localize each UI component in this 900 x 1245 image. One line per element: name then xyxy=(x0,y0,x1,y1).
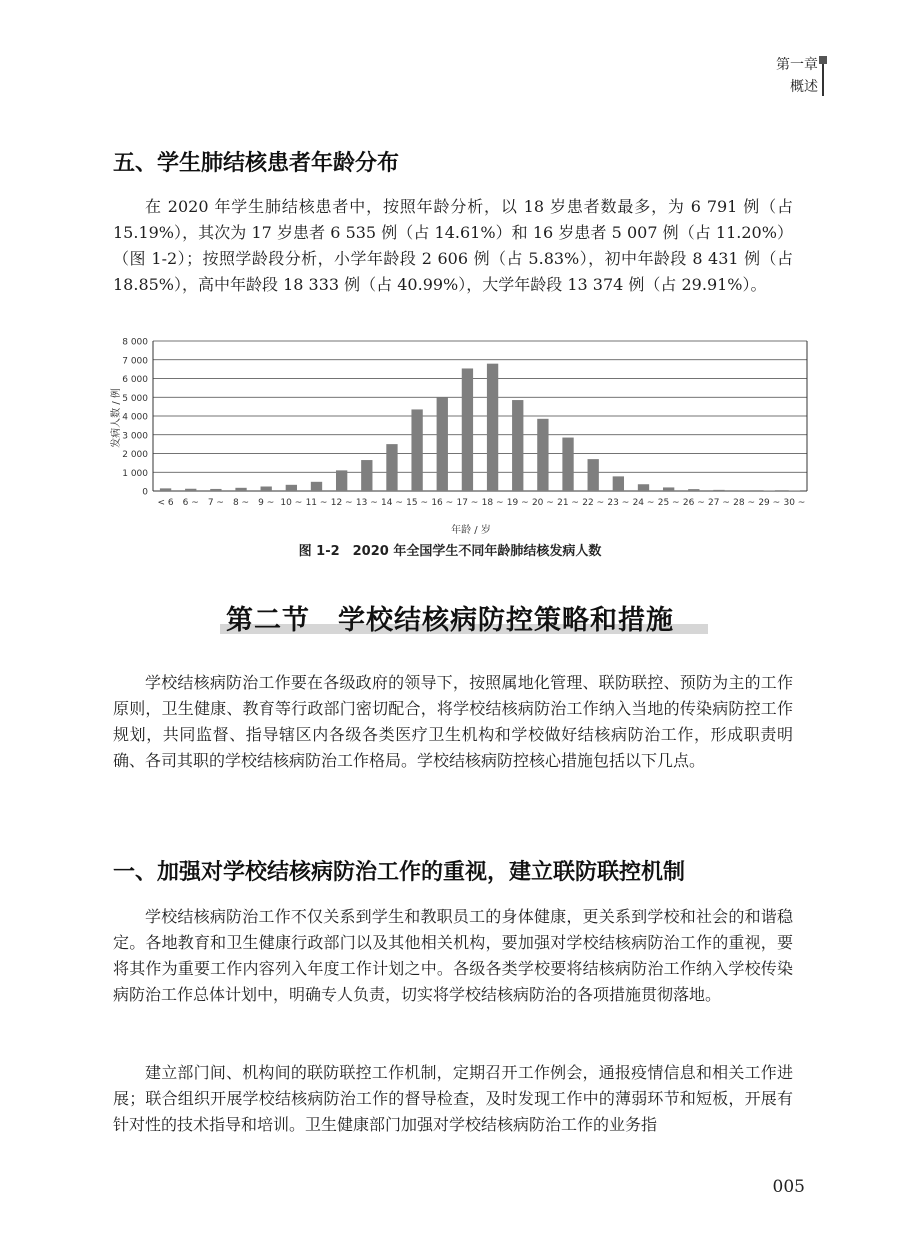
section-title: 第二节 学校结核病防控策略和措施 xyxy=(226,605,674,636)
x-tick-label: 10 ~ xyxy=(280,498,303,508)
bar-chart-svg xyxy=(105,328,810,540)
x-tick-label: 6 ~ xyxy=(182,498,199,508)
x-tick-label: 14 ~ xyxy=(381,498,403,508)
bar-11 xyxy=(437,397,448,491)
x-tick-label: 24 ~ xyxy=(632,498,655,508)
bar-22 xyxy=(713,490,724,491)
chart-x-axis-label: 年龄 / 岁 xyxy=(451,525,491,536)
y-tick-label: 6 000 xyxy=(122,375,148,385)
bar-12 xyxy=(462,368,473,491)
running-head xyxy=(776,54,818,98)
bar-6 xyxy=(311,482,322,491)
paragraph-subsection-1: 学校结核病防治工作不仅关系到学生和教职员工的身体健康，更关系到学校和社会的和谐稳定。各地教育和卫生健康行政部门以及其他相关机构，要加强对学校结核病防治工作的重视，要将其作为重要工作内容列入年度工作计划之中。各级各类学校要将结核病防治工作纳入学校传染病防治工作总体计划中，明确专人负责，切实将学校结核病防治的各项措施贯彻落地。 xyxy=(113,907,793,1004)
y-tick-label: 4 000 xyxy=(122,412,148,423)
x-tick-label: 11 ~ xyxy=(305,498,328,508)
bar-16 xyxy=(562,438,573,491)
x-tick-label: < 6 xyxy=(157,498,174,508)
x-tick-label: 16 ~ xyxy=(431,498,454,508)
paragraph-age-distribution: 在 2020 年学生肺结核患者中，按照年龄分析，以 18 岁患者数最多，为 6 791 例（占 15.19%），其次为 17 岁患者 6 535 例（占 14.61%）和 16 岁患者 5 007 例（占 11.20%）（图 1-2）；按照学龄段分析，小学年龄段 2 606 例（占 5.83%），初中年龄段 8 431 例（占 18.85%），高中年龄段 18 333 例（占 40.99%），大学年龄段 13 374 例（占 29.91%）。 xyxy=(113,197,793,294)
x-tick-label: 30 ~ xyxy=(783,498,806,508)
bar-23 xyxy=(738,490,749,491)
x-tick-label: 27 ~ xyxy=(708,498,730,508)
x-tick-label: 29 ~ xyxy=(758,498,781,508)
running-head-title: 概述 xyxy=(790,79,818,95)
x-tick-label: 22 ~ xyxy=(582,498,605,508)
bar-5 xyxy=(286,485,297,491)
bar-0 xyxy=(160,488,171,491)
page-number: 005 xyxy=(772,1177,805,1197)
x-tick-label: 25 ~ xyxy=(657,498,680,508)
bar-15 xyxy=(537,419,548,491)
bar-8 xyxy=(361,460,372,491)
bar-19 xyxy=(638,484,649,491)
bar-17 xyxy=(588,459,599,491)
x-tick-label: 7 ~ xyxy=(207,498,224,508)
paragraph-subsection-2: 建立部门间、机构间的联防联控工作机制，定期召开工作例会，通报疫情信息和相关工作进展；联合组织开展学校结核病防治工作的督导检查，及时发现工作中的薄弱环节和短板，开展有针对性的技术指导和培训。卫生健康部门加强对学校结核病防治工作的业务指 xyxy=(113,1063,793,1134)
bar-2 xyxy=(210,489,221,491)
x-tick-label: 19 ~ xyxy=(506,498,529,508)
figure-caption: 图 1-2 2020 年全国学生不同年龄肺结核发病人数 xyxy=(298,544,602,559)
y-tick-label: 0 xyxy=(142,487,148,498)
x-tick-label: 20 ~ xyxy=(531,498,554,508)
x-tick-label: 8 ~ xyxy=(232,498,250,508)
running-head-chapter: 第一章 xyxy=(776,57,818,73)
x-tick-label: 17 ~ xyxy=(456,498,479,508)
x-tick-label: 21 ~ xyxy=(557,498,579,508)
x-tick-label: 13 ~ xyxy=(355,498,378,508)
bar-7 xyxy=(336,470,347,491)
y-tick-label: 1 000 xyxy=(122,468,148,479)
y-tick-label: 2 000 xyxy=(122,450,148,460)
bar-10 xyxy=(411,409,422,491)
bar-24 xyxy=(764,490,775,491)
bar-1 xyxy=(185,489,196,491)
paragraph-section-intro: 学校结核病防治工作要在各级政府的领导下，按照属地化管理、联防联控、预防为主的工作原则，卫生健康、教育等行政部门密切配合，将学校结核病防治工作纳入当地的传染病防控工作规划，共同监督、指导辖区内各级各类医疗卫生机构和学校做好结核病防治工作，形成职责明确、各司其职的学校结核病防治工作格局。学校结核病防控核心措施包括以下几点。 xyxy=(113,673,793,770)
y-tick-label: 3 000 xyxy=(122,431,148,442)
x-tick-label: 18 ~ xyxy=(481,498,504,508)
bar-13 xyxy=(487,364,498,491)
bar-chart xyxy=(105,328,810,540)
x-tick-label: 28 ~ xyxy=(733,498,756,508)
x-tick-label: 12 ~ xyxy=(330,498,353,508)
chart-y-axis-label: 发病人数 / 例 xyxy=(111,388,122,448)
x-tick-label: 26 ~ xyxy=(682,498,705,508)
x-tick-label: 9 ~ xyxy=(258,498,275,508)
bar-14 xyxy=(512,400,523,491)
section-heading-age-distribution: 五、学生肺结核患者年龄分布 xyxy=(113,151,400,176)
running-head-marker xyxy=(819,56,827,64)
bar-21 xyxy=(688,489,699,491)
bar-4 xyxy=(261,487,272,492)
x-tick-label: 23 ~ xyxy=(607,498,630,508)
y-tick-label: 5 000 xyxy=(122,393,148,404)
y-tick-label: 8 000 xyxy=(122,337,148,348)
x-tick-label: 15 ~ xyxy=(406,498,429,508)
subsection-heading: 一、加强对学校结核病防治工作的重视，建立联防联控机制 xyxy=(113,860,686,885)
y-tick-label: 7 000 xyxy=(122,356,148,367)
bar-9 xyxy=(386,444,397,491)
bar-3 xyxy=(235,488,246,491)
bar-18 xyxy=(613,476,624,491)
bar-20 xyxy=(663,487,674,491)
